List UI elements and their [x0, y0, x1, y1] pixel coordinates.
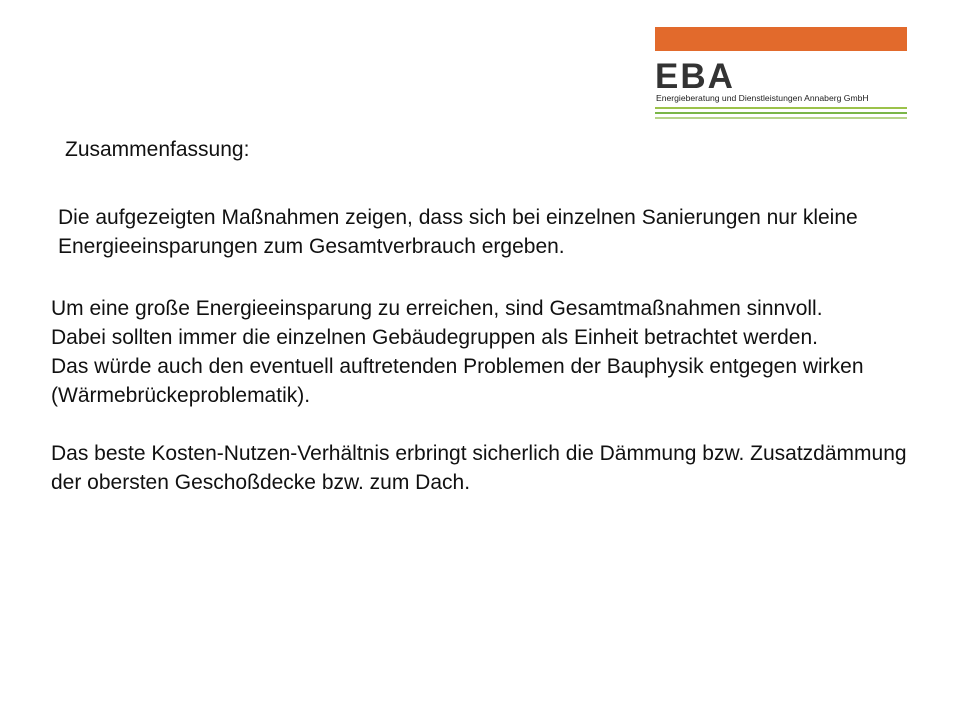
logo-stripe	[655, 107, 907, 109]
paragraph: Das würde auch den eventuell auftretenden Problemen der Bauphysik entgegen wirken (Wärmebrückeproblematik).	[51, 355, 864, 407]
logo-wordmark: EBA	[655, 57, 735, 96]
logo-stripe	[655, 112, 907, 114]
intro-paragraph: Die aufgezeigten Maßnahmen zeigen, dass sich bei einzelnen Sanierungen nur kleine Energieeinsparungen zum Gesamtverbrauch ergeben.	[58, 206, 858, 258]
logo-company-name: Energieberatung und Dienstleistungen Annaberg GmbH	[656, 93, 869, 103]
paragraph: Um eine große Energieeinsparung zu erreichen, sind Gesamtmaßnahmen sinnvoll.	[51, 297, 823, 320]
paragraph: Dabei sollten immer die einzelnen Gebäudegruppen als Einheit betrachtet werden.	[51, 326, 818, 349]
page-title: Zusammenfassung:	[65, 138, 250, 161]
logo-orange-bar	[655, 27, 907, 51]
company-logo	[655, 27, 907, 122]
paragraph-spacer	[51, 410, 921, 439]
paragraph: Das beste Kosten-Nutzen-Verhältnis erbringt sicherlich die Dämmung bzw. Zusatzdämmung der obersten Geschoßdecke bzw. zum Dach.	[51, 442, 907, 494]
body-text	[51, 294, 921, 497]
logo-stripe	[655, 117, 907, 119]
